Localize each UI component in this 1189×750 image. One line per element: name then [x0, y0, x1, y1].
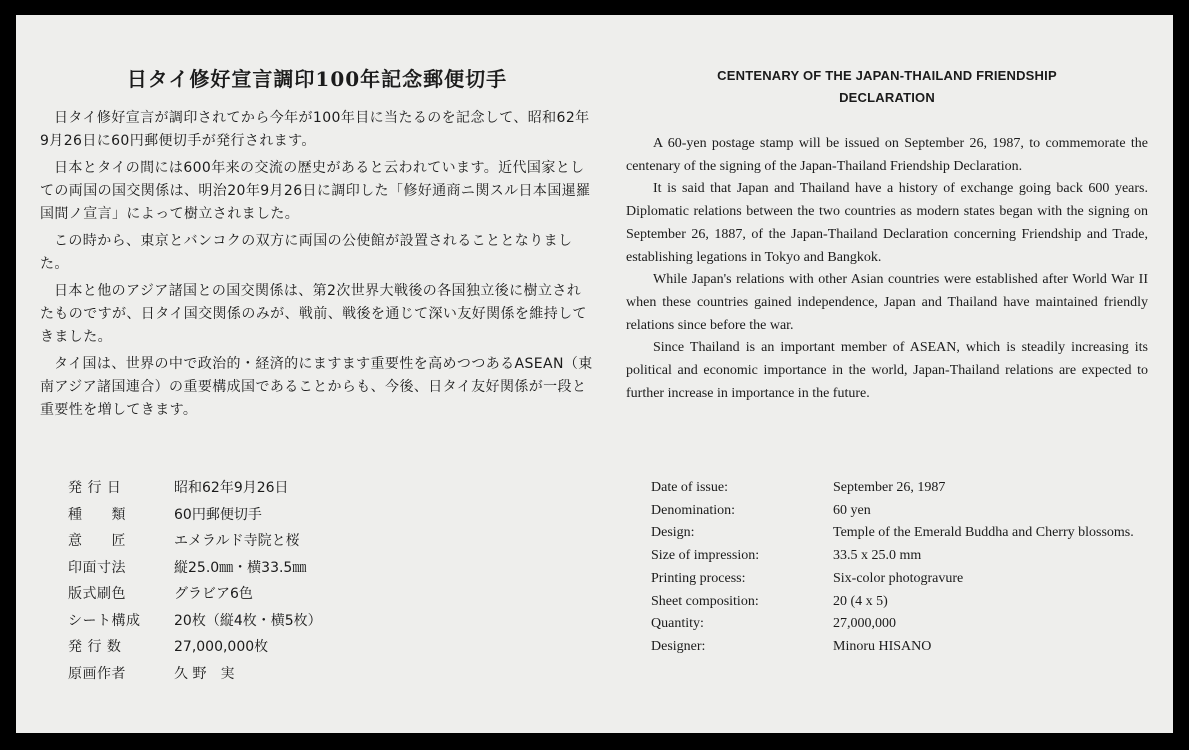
japanese-paragraph: 日タイ修好宣言が調印されてから今年が100年目に当たるのを記念して、昭和62年9月26日に60円郵便切手が発行されます。 — [40, 110, 590, 149]
spec-label: 印面寸法 — [68, 559, 126, 576]
english-paragraph: Since Thailand is an important member of ASEAN, which is steadily increasing its political and economic importance in the world, Japan-Thailand relations are expected to further increase in importance in the future. — [626, 340, 1148, 401]
japanese-spec-table — [68, 474, 568, 686]
spec-value: 60 yen — [833, 502, 871, 518]
english-spec-table — [651, 477, 1148, 659]
spec-row — [68, 501, 568, 528]
english-title-line-2: DECLARATION — [839, 90, 935, 105]
spec-value: Temple of the Emerald Buddha and Cherry blossoms. — [833, 525, 1134, 541]
spec-value: 27,000,000 — [833, 616, 896, 632]
japanese-paragraph: タイ国は、世界の中で政治的・経済的にますます重要性を高めつつあるASEAN（東南アジア諸国連合）の重要構成国であることからも、今後、日タイ友好関係が一段と重要性を増してきます。 — [40, 356, 593, 418]
english-paragraph: A 60-yen postage stamp will be issued on September 26, 1987, to commemorate the centenary of the signing of the Japan-Thailand Friendship Declaration. — [626, 136, 1148, 174]
spec-row — [651, 568, 1148, 591]
spec-row — [651, 636, 1148, 659]
spec-label: 版式刷色 — [68, 586, 126, 603]
spec-label: Size of impression: — [651, 548, 760, 564]
spec-label: Sheet composition: — [651, 593, 759, 609]
japanese-paragraph: この時から、東京とバンコクの双方に両国の公使館が設置されることとなりました。 — [40, 233, 573, 272]
spec-value: グラビア6色 — [174, 586, 253, 603]
japanese-paragraph: 日本とタイの間には600年来の交流の歴史があると云われています。近代国家としての両国の国交関係は、明治20年9月26日に調印した「修好通商ニ関スル日本国暹羅国間ノ宣言」によって樹立されました。 — [40, 160, 591, 222]
spec-row — [651, 613, 1148, 636]
japanese-body — [40, 107, 594, 426]
spec-value: Six-color photogravure — [833, 570, 964, 586]
spec-row — [651, 522, 1148, 545]
spec-row — [68, 660, 568, 687]
spec-label: Design: — [651, 525, 695, 541]
english-title — [626, 65, 1148, 109]
spec-value: September 26, 1987 — [833, 480, 946, 495]
japanese-paragraph: 日本と他のアジア諸国との国交関係は、第2次世界大戦後の各国独立後に樹立されたものですが、日タイ国交関係のみが、戦前、戦後を通じて深い友好関係を維持してきました。 — [40, 283, 587, 345]
spec-row — [68, 607, 568, 634]
english-title-line-1: CENTENARY OF THE JAPAN-THAILAND FRIENDSHIP — [717, 68, 1057, 83]
spec-value: 久 野 実 — [174, 665, 235, 682]
spec-value: 60円郵便切手 — [174, 506, 262, 523]
spec-row — [68, 580, 568, 607]
leaflet-sheet — [16, 15, 1173, 733]
spec-value: 33.5 x 25.0 mm — [833, 548, 922, 564]
spec-value: Minoru HISANO — [833, 638, 932, 654]
spec-row — [651, 500, 1148, 523]
spec-label: Quantity: — [651, 616, 704, 632]
spec-label: 意 匠 — [68, 533, 126, 550]
spec-row — [651, 591, 1148, 614]
spec-row — [68, 554, 568, 581]
spec-label: Date of issue: — [651, 480, 728, 495]
spec-row — [68, 474, 568, 501]
spec-row — [651, 477, 1148, 500]
spec-label: 種 類 — [68, 506, 126, 523]
spec-label: Printing process: — [651, 570, 746, 586]
spec-label: 原画作者 — [68, 665, 126, 682]
spec-row — [68, 633, 568, 660]
spec-label: シート構成 — [68, 612, 141, 629]
spec-value: 縦25.0㎜・横33.5㎜ — [174, 559, 307, 576]
spec-value: 昭和62年9月26日 — [174, 480, 289, 497]
spec-value: エメラルド寺院と桜 — [174, 533, 300, 550]
english-paragraph: While Japan's relations with other Asian countries were established after World War II when these countries gained independence, Japan and Thailand have maintained friendly relations since before the war. — [626, 272, 1148, 333]
spec-value: 27,000,000枚 — [174, 639, 269, 656]
spec-label: 発 行 数 — [68, 639, 122, 656]
spec-label: Designer: — [651, 638, 706, 654]
japanese-title: 日タイ修好宣言調印100年記念郵便切手 — [126, 67, 508, 91]
spec-label: 発 行 日 — [68, 480, 122, 497]
spec-row — [68, 527, 568, 554]
spec-value: 20 (4 x 5) — [833, 593, 888, 609]
spec-label: Denomination: — [651, 502, 735, 518]
english-body — [626, 133, 1148, 405]
spec-value: 20枚（縦4枚・横5枚） — [174, 612, 322, 629]
english-paragraph: It is said that Japan and Thailand have a history of exchange going back 600 years. Diplomatic relations between the two countries as modern states began with the signing on September 26, 1887, of the Japan-Thailand Declaration concerning Friendship and Trade, establishing legations in Tokyo and Bangkok. — [626, 181, 1148, 265]
spec-row — [651, 545, 1148, 568]
